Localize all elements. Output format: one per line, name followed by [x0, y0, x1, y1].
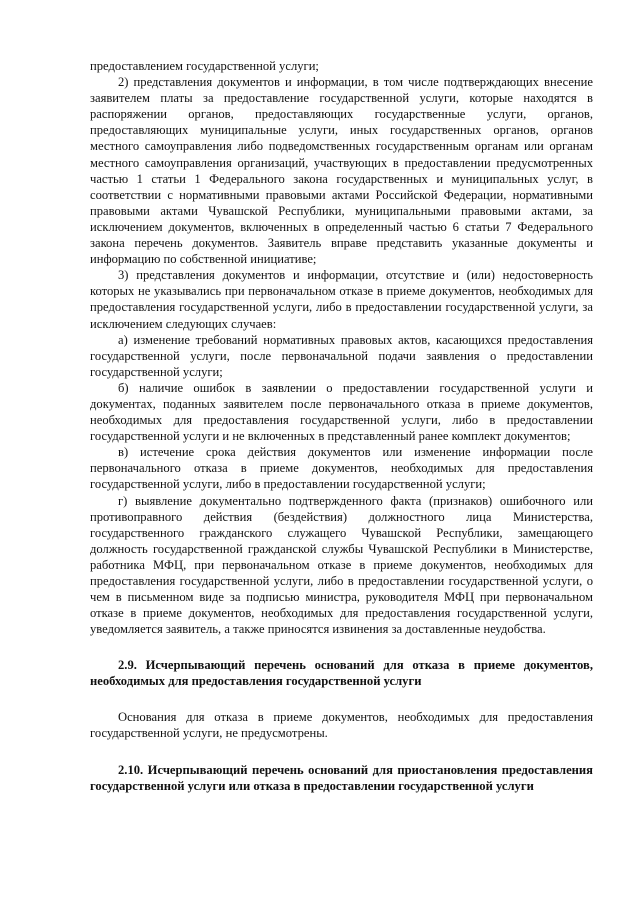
paragraph-subitem-a: а) изменение требований нормативных правовых актов, касающихся предоставления государственной услуги, после первоначальной подачи заявления о предоставлении государственной услуги;: [90, 332, 593, 379]
paragraph-continuation: предоставлением государственной услуги;: [90, 59, 319, 73]
paragraph-subitem-b: б) наличие ошибок в заявлении о предоставлении государственной услуги и документах, поданных заявителем после первоначального отказа в приеме документов, необходимых для предоставления государственной услуги, либо в предоставлении государственной услуги и не включенных в представленный ранее комплект документов;: [90, 380, 593, 444]
section-heading-2-10: 2.10. Исчерпывающий перечень оснований для приостановления предоставления государственной услуги или отказа в предоставлении государственной услуги: [90, 762, 593, 793]
paragraph-subitem-g: г) выявление документально подтвержденного факта (признаков) ошибочного или противоправного действия (бездействия) должностного лица Министерства, государственного гражданского служащего Чувашской Республики, замещающего должность государственной гражданской службы Чувашской Республики в Министерстве, работника МФЦ, при первоначальном отказе в приеме документов, необходимых для предоставления государственной услуги, либо в предоставлении государственной услуги, о чем в письменном виде за подписью министра, руководителя МФЦ при первоначальном отказе в приеме документов, необходимых для предоставления государственной услуги, уведомляется заявитель, а также приносятся извинения за доставленные неудобства.: [90, 493, 593, 637]
paragraph-item-2: 2) представления документов и информации, в том числе подтверждающих внесение заявителем платы за предоставление государственной услуги, которые находятся в распоряжении органов, предоставляющих государственные услуги, органов, предоставляющих муниципальные услуги, иных государственных органов, органов местного самоуправления либо подведомственных государственным органам или органам местного самоуправления организаций, участвующих в предоставлении предусмотренных частью 1 статьи 1 Федерального закона государственных и муниципальных услуг, в соответствии с нормативными правовыми актами Российской Федерации, нормативными правовыми актами Чувашской Республики, муниципальными правовыми актами, за исключением документов, включенных в определенный частью 6 статьи 7 Федерального закона перечень документов. Заявитель вправе представить указанные документы и информацию по собственной инициативе;: [90, 75, 593, 267]
section-heading-2-9: 2.9. Исчерпывающий перечень оснований для отказа в приеме документов, необходимых для предоставления государственной услуги: [90, 658, 593, 689]
document-page: [90, 58, 593, 794]
section-body-2-9: Основания для отказа в приеме документов, необходимых для предоставления государственной услуги, не предусмотрены.: [90, 709, 593, 740]
paragraph-item-3: 3) представления документов и информации, отсутствие и (или) недостоверность которых не указывались при первоначальном отказе в приеме документов, необходимых для предоставления государственной услуги, либо в предоставлении государственной услуги, за исключением следующих случаев:: [90, 268, 593, 331]
paragraph-subitem-v: в) истечение срока действия документов или изменение информации после первоначального отказа в приеме документов, необходимых для предоставления государственной услуги, либо в предоставлении государственной услуги;: [90, 445, 593, 492]
